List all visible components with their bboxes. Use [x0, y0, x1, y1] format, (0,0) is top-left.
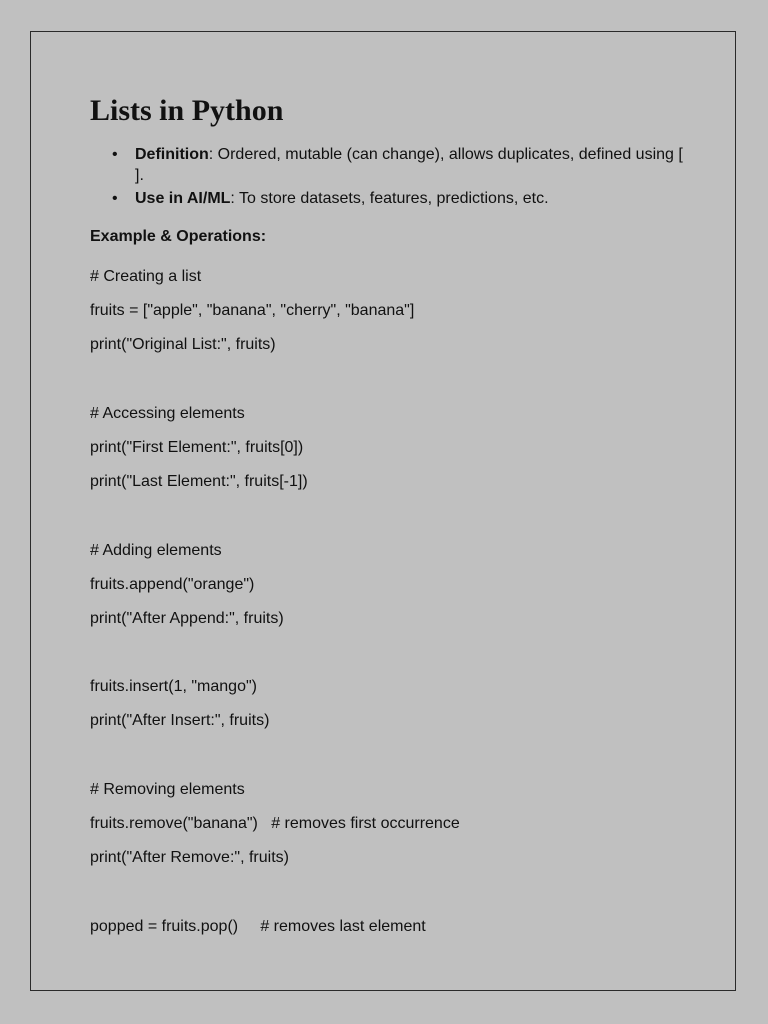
bullet-list [90, 144, 690, 209]
bullet-label: Use in AI/ML [135, 190, 231, 207]
page-title: Lists in Python [90, 94, 284, 127]
bullet-use-in-ai-ml [90, 188, 690, 209]
bullet-dot-icon: • [112, 146, 118, 163]
code-line: popped = fruits.pop() # removes last element [90, 917, 426, 935]
code-line: # Creating a list [90, 268, 202, 285]
bullet-text: : To store datasets, features, predictions, etc. [230, 190, 549, 207]
code-line: print("First Element:", fruits[0]) [90, 438, 304, 456]
bullet-definition [90, 144, 690, 186]
code-line: print("Original List:", fruits) [90, 336, 276, 354]
bullet-text: : Ordered, mutable (can change), allows duplicates, defined using [ ]. [135, 146, 683, 184]
code-line: print("After Append:", fruits) [90, 609, 284, 627]
code-line: print("After Remove:", fruits) [90, 849, 289, 867]
code-line: fruits.remove("banana") # removes first occurrence [90, 815, 460, 832]
blank-line [90, 506, 690, 526]
code-line: fruits = ["apple", "banana", "cherry", "banana"] [90, 302, 415, 320]
document-content [90, 92, 690, 951]
blank-line [90, 746, 690, 766]
blank-line [90, 882, 690, 902]
bullet-label: Definition [135, 146, 209, 163]
code-block [90, 267, 690, 937]
bullet-dot-icon: • [112, 190, 118, 207]
code-line: # Adding elements [90, 541, 222, 559]
blank-line [90, 370, 690, 390]
code-line: print("Last Element:", fruits[-1]) [90, 473, 308, 491]
code-line: # Removing elements [90, 780, 245, 798]
document-page [30, 31, 736, 991]
code-line: fruits.insert(1, "mango") [90, 678, 257, 696]
code-line: print("After Insert:", fruits) [90, 712, 270, 730]
section-heading: Example & Operations: [90, 228, 267, 245]
code-line: # Accessing elements [90, 404, 245, 422]
blank-line [90, 643, 690, 663]
code-line: fruits.append("orange") [90, 575, 255, 593]
